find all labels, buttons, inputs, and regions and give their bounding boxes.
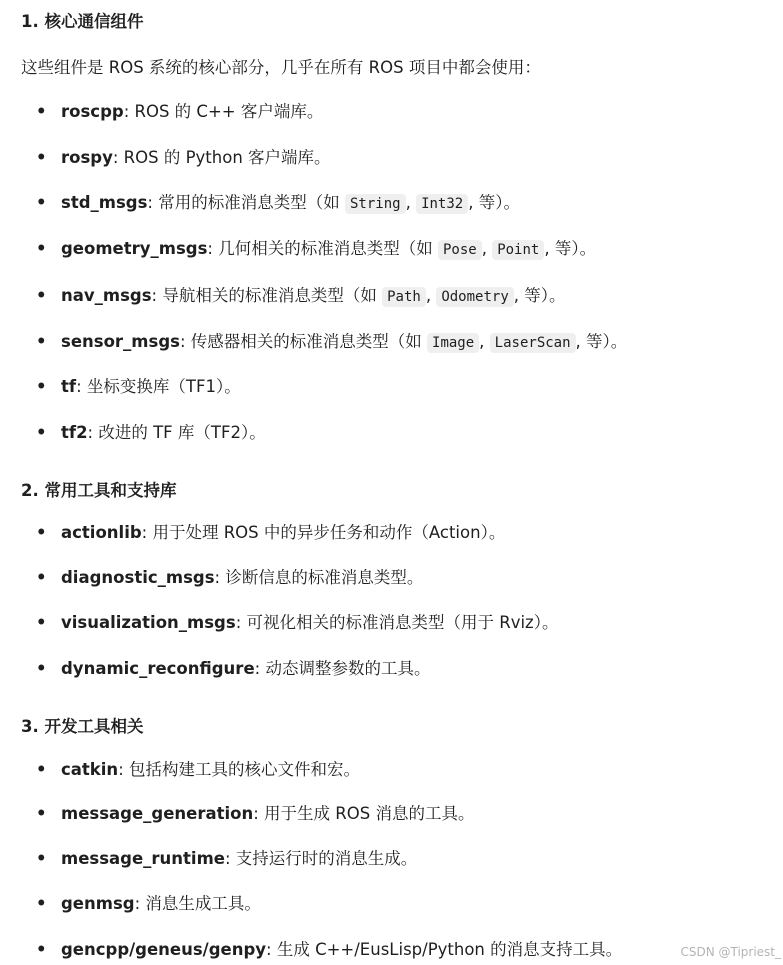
list-item	[36, 147, 331, 169]
bullet: •	[36, 760, 47, 779]
item-term: catkin	[61, 760, 119, 779]
bullet: •	[36, 613, 47, 632]
item-term: message_runtime	[61, 849, 225, 868]
list-item	[36, 939, 622, 961]
section-heading-3: 3. 开发工具相关	[21, 717, 144, 736]
inline-code: Path	[382, 287, 426, 307]
item-desc: : ROS 的 C++ 客户端库。	[123, 102, 324, 121]
separator: ,	[405, 193, 417, 212]
bullet: •	[36, 659, 47, 678]
bullet: •	[36, 148, 47, 167]
list-item	[36, 848, 417, 870]
bullet: •	[36, 239, 47, 258]
item-desc-end: , 等）。	[544, 239, 597, 258]
separator: ,	[425, 286, 437, 305]
item-desc: : 改进的 TF 库（TF2）。	[87, 423, 266, 442]
item-term: genmsg	[61, 894, 135, 913]
bullet: •	[36, 523, 47, 542]
bullet: •	[36, 940, 47, 959]
item-term: nav_msgs	[61, 286, 152, 305]
list-item	[36, 658, 430, 680]
bullet: •	[36, 849, 47, 868]
section-heading-1: 1. 核心通信组件	[21, 12, 144, 31]
section-heading-2: 2. 常用工具和支持库	[21, 481, 177, 500]
item-desc-end: , 等）。	[468, 193, 520, 212]
inline-code: Pose	[438, 240, 482, 260]
item-term: sensor_msgs	[61, 332, 180, 351]
item-desc: : 坐标变换库（TF1）。	[76, 377, 241, 396]
list-item	[36, 759, 360, 781]
list-item	[36, 238, 596, 261]
item-desc-end: , 等）。	[513, 286, 566, 305]
item-desc: : 传感器相关的标准消息类型（如	[179, 332, 428, 351]
bullet: •	[36, 377, 47, 396]
inline-code: Image	[427, 333, 479, 353]
list-item	[36, 522, 505, 544]
list-item	[36, 285, 566, 308]
item-desc: : 支持运行时的消息生成。	[224, 849, 418, 868]
list-item	[36, 803, 474, 825]
item-desc: : 诊断信息的标准消息类型。	[214, 568, 424, 587]
separator: ,	[481, 239, 493, 258]
item-desc: : 可视化相关的标准消息类型（用于 Rviz）。	[235, 613, 559, 632]
item-term: visualization_msgs	[61, 613, 236, 632]
inline-code: String	[345, 194, 406, 214]
list-item	[36, 192, 520, 215]
item-desc: : 包括构建工具的核心文件和宏。	[118, 760, 360, 779]
item-desc: : 动态调整参数的工具。	[254, 659, 431, 678]
bullet: •	[36, 332, 47, 351]
item-term: actionlib	[61, 523, 142, 542]
item-desc: : 导航相关的标准消息类型（如	[151, 286, 383, 305]
item-desc: : 生成 C++/EusLisp/Python 的消息支持工具。	[266, 940, 623, 959]
inline-code: Int32	[416, 194, 468, 214]
inline-code: LaserScan	[490, 333, 576, 353]
list-item	[36, 612, 558, 634]
list-item	[36, 331, 627, 354]
item-term: tf	[61, 377, 77, 396]
item-desc: : 用于处理 ROS 中的异步任务和动作（Action）。	[141, 523, 506, 542]
item-term: std_msgs	[61, 193, 148, 212]
list-item	[36, 376, 241, 398]
item-term: dynamic_reconfigure	[61, 659, 255, 678]
bullet: •	[36, 568, 47, 587]
watermark: CSDN @Tipriest_	[680, 945, 781, 959]
bullet: •	[36, 423, 47, 442]
item-term: roscpp	[61, 102, 124, 121]
list-item	[36, 101, 323, 123]
bullet: •	[36, 894, 47, 913]
item-desc: : 用于生成 ROS 消息的工具。	[253, 804, 475, 823]
item-term: message_generation	[61, 804, 254, 823]
item-term: diagnostic_msgs	[61, 568, 215, 587]
item-term: geometry_msgs	[61, 239, 208, 258]
inline-code: Point	[492, 240, 544, 260]
item-desc: : ROS 的 Python 客户端库。	[112, 148, 331, 167]
bullet: •	[36, 193, 47, 212]
bullet: •	[36, 804, 47, 823]
bullet: •	[36, 102, 47, 121]
separator: ,	[479, 332, 490, 351]
bullet: •	[36, 286, 47, 305]
item-desc: : 消息生成工具。	[134, 894, 261, 913]
item-desc-end: , 等）。	[575, 332, 628, 351]
item-term: tf2	[61, 423, 88, 442]
list-item	[36, 893, 261, 915]
list-item	[36, 567, 423, 589]
list-item	[36, 422, 266, 444]
item-desc: : 常用的标准消息类型（如	[147, 193, 345, 212]
inline-code: Odometry	[436, 287, 513, 307]
item-term: rospy	[61, 148, 113, 167]
item-desc: : 几何相关的标准消息类型（如	[207, 239, 438, 258]
item-term: gencpp/geneus/genpy	[61, 940, 267, 959]
section-intro-1: 这些组件是 ROS 系统的核心部分，几乎在所有 ROS 项目中都会使用：	[21, 58, 541, 77]
